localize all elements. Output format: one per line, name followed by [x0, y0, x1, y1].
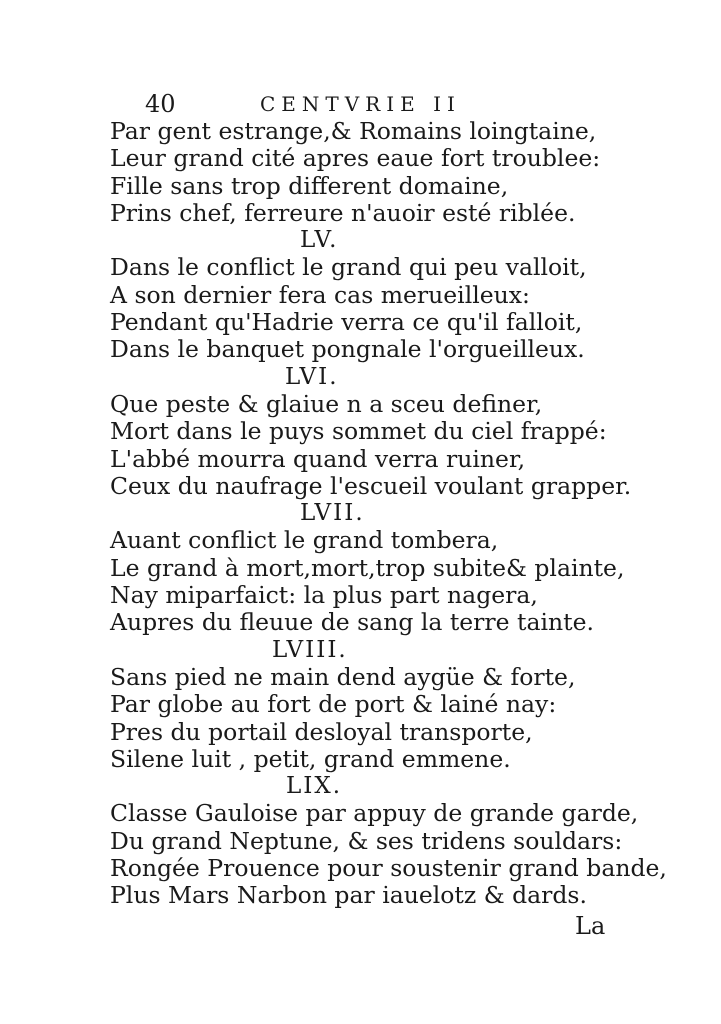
verse-line: L'abbé mourra quand verra ruiner, [110, 444, 526, 473]
quatrain-number: LVII. [300, 500, 365, 527]
catchword: La [575, 912, 606, 940]
page-header [110, 90, 530, 120]
page-number: 40 [145, 90, 176, 118]
quatrain-number: LVIII. [272, 636, 348, 663]
verse-line: Pendant qu'Hadrie verra ce qu'il falloit, [110, 308, 583, 337]
verse-line: Silene luit , petit, grand emmene. [110, 744, 511, 773]
verse-line: Plus Mars Narbon par iauelotz & dards. [110, 881, 587, 910]
verse-line: Mort dans le puys sommet du ciel frappé: [110, 417, 607, 446]
verse-line: Classe Gauloise par appuy de grande garde, [110, 799, 639, 828]
verse-line: Que peste & glaiue n a sceu definer, [110, 389, 543, 418]
verse-line: Ceux du naufrage l'escueil voulant grapper. [110, 471, 632, 500]
verse-line: Rongée Prouence pour soustenir grand bande, [110, 854, 667, 883]
running-title: CENTVRIE II [260, 92, 461, 116]
verse-line: Aupres du fleuue de sang la terre tainte. [110, 608, 594, 637]
verse-line: Fille sans trop different domaine, [110, 171, 509, 200]
verse-line: Pres du portail desloyal transporte, [110, 717, 533, 746]
verse-line: A son dernier fera cas merueilleux: [110, 280, 530, 309]
verse-line: Le grand à mort,mort,trop subite& plainte, [110, 553, 625, 582]
verse-line: Sans pied ne main dend aygüe & forte, [110, 662, 576, 691]
verse-line: Dans le banquet pongnale l'orgueilleux. [110, 335, 585, 364]
verse-line: Prins chef, ferreure n'auoir esté riblée. [110, 198, 576, 227]
quatrain-number: LIX. [286, 773, 343, 800]
verse-line: Leur grand cité apres eaue fort troublee: [110, 144, 601, 173]
verse-line: Par gent estrange,& Romains loingtaine, [110, 117, 597, 145]
verse-line: Du grand Neptune, & ses tridens souldars: [110, 826, 623, 855]
verse-line: Par globe au fort de port & lainé nay: [110, 690, 557, 719]
quatrain-number: LV. [300, 227, 339, 254]
verse-line: Auant conflict le grand tombera, [110, 526, 499, 555]
quatrain-text [110, 117, 667, 910]
verse-line: Nay miparfaict: la plus part nagera, [110, 581, 538, 610]
quatrain-number: LVI. [285, 363, 339, 390]
verse-line: Dans le conflict le grand qui peu valloit, [110, 253, 587, 282]
